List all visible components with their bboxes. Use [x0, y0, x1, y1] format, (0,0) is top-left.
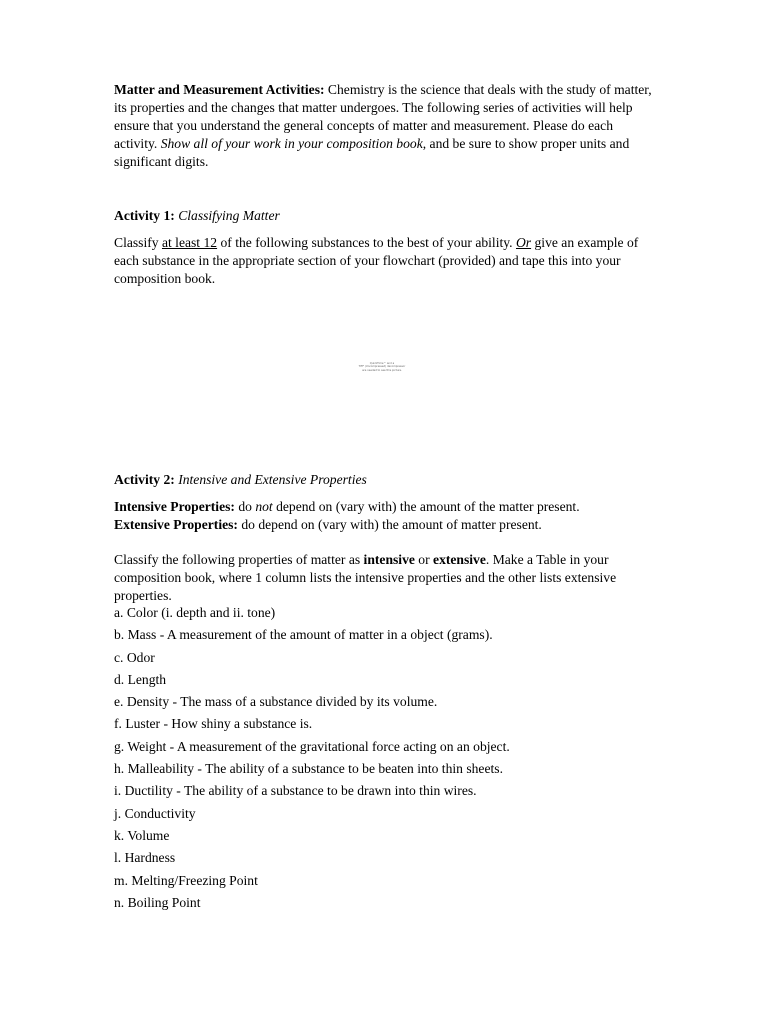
list-item: k. Volume: [114, 827, 170, 843]
list-item: n. Boiling Point: [114, 894, 201, 910]
list-item: m. Melting/Freezing Point: [114, 872, 258, 888]
placeholder-line: TIFF (Uncompressed) decompressor: [358, 365, 406, 369]
list-item: i. Ductility - The ability of a substance to be drawn into thin wires.: [114, 783, 477, 799]
intensive-definition: [114, 498, 654, 516]
activity1-body: [114, 234, 654, 288]
activity2-title: Intensive and Extensive Properties: [178, 472, 367, 487]
intro-paragraph: [114, 81, 654, 171]
activity1-label: Activity 1:: [114, 208, 175, 223]
instr-or: or: [414, 552, 434, 567]
list-item: c. Odor: [114, 649, 155, 665]
intro-heading: Matter and Measurement Activities:: [114, 82, 325, 97]
activity1-body-mid: of the following substances to the best of your ability.: [217, 235, 516, 250]
list-item: l. Hardness: [114, 850, 176, 866]
placeholder-line: are needed to see this picture.: [362, 368, 402, 372]
activity1-body-or: Or: [515, 235, 532, 250]
instr-extensive: extensive: [433, 552, 486, 567]
intensive-label: Intensive Properties:: [114, 499, 235, 514]
activity2-heading: [114, 471, 654, 489]
activity1-body-end: give an example of each substance in the appropriate section of your flowchart (provided) and tape this into your composition book.: [114, 235, 639, 286]
placeholder-line: QuickTime™ and a: [369, 362, 395, 365]
intensive-text-post: depend on (vary with) the amount of the matter present.: [272, 499, 580, 514]
intro-text-end: , and be sure to show proper units and significant digits.: [114, 136, 630, 169]
list-item: b. Mass - A measurement of the amount of matter in a object (grams).: [114, 627, 493, 643]
extensive-definition: [114, 516, 654, 534]
intensive-text-pre: do: [234, 499, 256, 514]
list-item: e. Density - The mass of a substance divided by its volume.: [114, 694, 438, 710]
intro-text: Chemistry is the science that deals with the study of matter, its properties and the changes that matter undergoes. The following series of activities will help ensure that you understand the general concepts of matter and measurement. Please do each activity.: [114, 82, 652, 151]
instr-intensive: intensive: [363, 552, 415, 567]
list-item: g. Weight - A measurement of the gravitational force acting on an object.: [114, 738, 510, 754]
list-item: j. Conductivity: [114, 805, 196, 821]
activity1-heading: [114, 207, 654, 225]
activity1-title: Classifying Matter: [178, 208, 280, 223]
extensive-label: Extensive Properties:: [114, 517, 238, 532]
activity2-instructions: [114, 551, 654, 605]
list-item: d. Length: [114, 671, 167, 687]
property-definitions: [114, 498, 654, 534]
missing-image-placeholder: [346, 362, 418, 384]
extensive-text: do depend on (vary with) the amount of matter present.: [237, 517, 542, 532]
activity2-label: Activity 2:: [114, 472, 175, 487]
activity1-body-start: Classify: [114, 235, 162, 250]
activity1-body-underline: at least 12: [161, 235, 218, 250]
instr-start: Classify the following properties of matter as: [114, 552, 364, 567]
instr-end: . Make a Table in your composition book, where 1 column lists the intensive properties and the other lists extensive properties.: [114, 552, 617, 603]
list-item: h. Malleability - The ability of a substance to be beaten into thin sheets.: [114, 761, 503, 777]
list-item: f. Luster - How shiny a substance is.: [114, 716, 313, 732]
intro-emphasis: Show all of your work in your composition book: [160, 136, 423, 151]
properties-list: [114, 604, 654, 916]
list-item: a. Color (i. depth and ii. tone): [114, 605, 276, 620]
intensive-not: not: [255, 499, 273, 514]
